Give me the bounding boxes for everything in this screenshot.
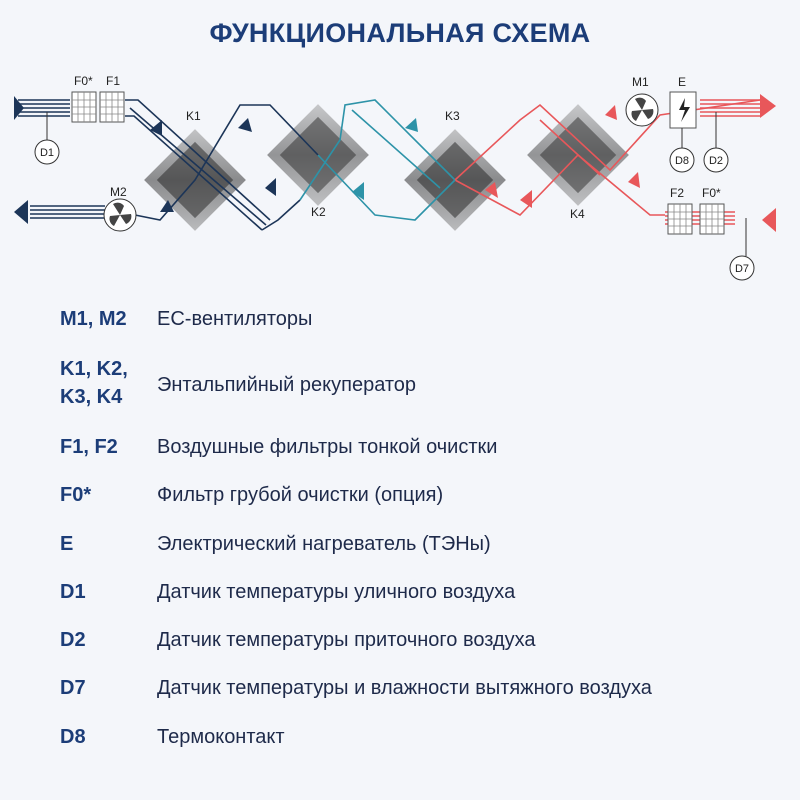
m1-label: M1	[632, 75, 649, 89]
legend-desc: Датчик температуры и влажности вытяжного воздуха	[157, 677, 652, 699]
filter-f0-left	[72, 92, 96, 122]
d8-label: D8	[674, 155, 690, 167]
e-label: E	[678, 75, 687, 89]
f1-label: F1	[106, 74, 121, 88]
legend-code: D2	[60, 629, 86, 651]
legend-code: M1, M2	[60, 308, 127, 330]
k4-label: K4	[570, 207, 585, 221]
legend-code: F0*	[60, 484, 92, 506]
filter-f2	[668, 204, 692, 234]
fan-m1-icon	[626, 94, 658, 126]
legend-code: F1, F2	[60, 436, 118, 458]
functional-diagram	[0, 60, 800, 295]
d2-label: D2	[708, 155, 724, 167]
m2-label: M2	[110, 185, 127, 199]
legend-desc: Термоконтакт	[157, 726, 285, 748]
d7-label: D7	[734, 263, 750, 275]
legend-code: E	[60, 533, 74, 555]
fan-m2-icon	[104, 199, 136, 231]
heater-e-icon	[670, 92, 696, 128]
legend-desc: Электрический нагреватель (ТЭНы)	[157, 533, 491, 555]
exhaust-air-path	[30, 105, 735, 224]
legend-code: D8	[60, 726, 86, 748]
filter-f0-right	[700, 204, 724, 234]
k1-label: K1	[186, 109, 201, 123]
legend-desc: Датчик температуры уличного воздуха	[157, 581, 516, 603]
legend-desc: Энтальпийный рекуператор	[157, 374, 417, 396]
legend-desc: Датчик температуры приточного воздуха	[157, 629, 536, 651]
filter-f1	[100, 92, 124, 122]
legend-desc: Воздушные фильтры тонкой очистки	[157, 436, 498, 458]
legend-code: D7	[60, 677, 86, 699]
legend-code: D1	[60, 581, 86, 603]
f2-label: F2	[670, 186, 685, 200]
d1-label: D1	[39, 147, 55, 159]
f0-left-label: F0*	[74, 74, 93, 88]
f0-right-label: F0*	[702, 186, 721, 200]
legend-code: K1, K2, K3, K4	[60, 358, 128, 408]
legend-desc: ЕС-вентиляторы	[157, 308, 313, 330]
k2-label: K2	[311, 205, 326, 219]
page-title: ФУНКЦИОНАЛЬНАЯ СХЕМА	[209, 18, 591, 48]
k3-label: K3	[445, 109, 460, 123]
legend-desc: Фильтр грубой очистки (опция)	[157, 484, 444, 506]
